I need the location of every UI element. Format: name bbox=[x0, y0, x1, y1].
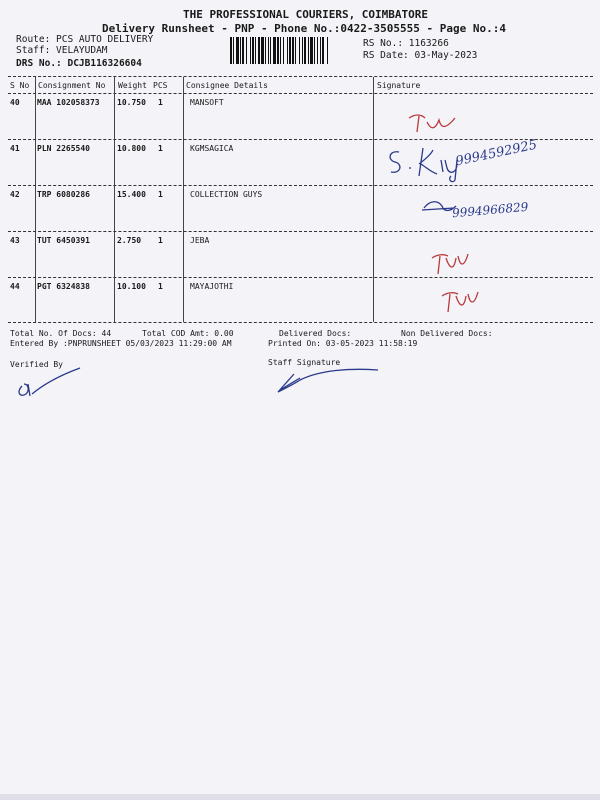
entered-by: Entered By :PNPRUNSHEET 05/03/2023 11:29:00 AM bbox=[10, 339, 232, 348]
handwritten-phone-row-42: 9994966829 bbox=[451, 199, 529, 221]
verified-by-label: Verified By bbox=[10, 360, 63, 369]
row-consignment: TUT 6450391 bbox=[37, 236, 90, 245]
row-sno: 42 bbox=[10, 190, 20, 199]
printed-on: Printed On: 03-05-2023 11:58:19 bbox=[268, 339, 418, 348]
col-consignee: Consignee Details bbox=[186, 81, 268, 90]
row-sno: 41 bbox=[10, 144, 20, 153]
row-consignee: COLLECTION GUYS bbox=[190, 190, 263, 199]
row-sno: 43 bbox=[10, 236, 20, 245]
route-label: Route: PCS AUTO DELIVERY bbox=[16, 34, 154, 45]
col-consignment: Consignment No bbox=[38, 81, 106, 90]
row-consignee: MANSOFT bbox=[190, 98, 224, 107]
row-rule bbox=[8, 231, 593, 232]
runsheet-title: Delivery Runsheet - PNP - Phone No.:0422-3505555 - Page No.:4 bbox=[102, 22, 506, 35]
col-pcs: PCS bbox=[153, 81, 168, 90]
barcode-image bbox=[230, 37, 355, 64]
staff-label: Staff: VELAYUDAM bbox=[16, 45, 108, 56]
row-consignment: MAA 102058373 bbox=[37, 98, 100, 107]
total-cod: Total COD Amt: 0.00 bbox=[142, 329, 234, 338]
row-consignment: PLN 2265540 bbox=[37, 144, 90, 153]
col-divider bbox=[373, 77, 374, 322]
row-weight: 10.750 bbox=[117, 98, 146, 107]
col-divider bbox=[35, 77, 36, 322]
rs-date: RS Date: 03-May-2023 bbox=[363, 50, 478, 61]
row-sno: 44 bbox=[10, 282, 20, 291]
signature-row-44 bbox=[440, 286, 480, 314]
handwritten-phone-row-41: 9994592925 bbox=[454, 137, 539, 170]
table-bottom-rule bbox=[8, 322, 593, 323]
row-consignee: JEBA bbox=[190, 236, 210, 245]
row-consignment: PGT 6324838 bbox=[37, 282, 90, 291]
verified-by-signature bbox=[14, 364, 84, 400]
col-weight: Weight bbox=[118, 81, 147, 90]
row-consignee: MAYAJOTHI bbox=[190, 282, 234, 291]
row-rule bbox=[8, 277, 593, 278]
row-consignment: TRP 6080286 bbox=[37, 190, 90, 199]
row-pcs: 1 bbox=[158, 98, 163, 107]
row-weight: 10.100 bbox=[117, 282, 146, 291]
row-sno: 40 bbox=[10, 98, 20, 107]
row-weight: 15.400 bbox=[117, 190, 146, 199]
page-edge bbox=[0, 794, 600, 800]
signature-row-40 bbox=[405, 108, 465, 138]
col-divider bbox=[183, 77, 184, 322]
col-sno: S No bbox=[10, 81, 30, 90]
table-header-rule bbox=[8, 93, 593, 94]
table-top-rule bbox=[8, 76, 593, 77]
signature-row-43 bbox=[430, 248, 470, 276]
row-weight: 2.750 bbox=[117, 236, 142, 245]
row-weight: 10.800 bbox=[117, 144, 146, 153]
staff-signature bbox=[270, 364, 380, 396]
row-pcs: 1 bbox=[158, 282, 163, 291]
company-name: THE PROFESSIONAL COURIERS, COIMBATORE bbox=[183, 8, 429, 21]
non-delivered-docs: Non Delivered Docs: bbox=[401, 329, 493, 338]
row-pcs: 1 bbox=[158, 190, 163, 199]
col-divider bbox=[114, 77, 115, 322]
staff-signature-label: Staff Signature bbox=[268, 358, 341, 367]
rs-number: RS No.: 1163266 bbox=[363, 38, 449, 49]
delivered-docs: Delivered Docs: bbox=[279, 329, 352, 338]
row-pcs: 1 bbox=[158, 236, 163, 245]
drs-number: DRS No.: DCJB116326604 bbox=[16, 58, 142, 69]
row-consignee: KGMSAGICA bbox=[190, 144, 234, 153]
col-signature: Signature bbox=[377, 81, 421, 90]
total-docs: Total No. Of Docs: 44 bbox=[10, 329, 112, 338]
row-pcs: 1 bbox=[158, 144, 163, 153]
